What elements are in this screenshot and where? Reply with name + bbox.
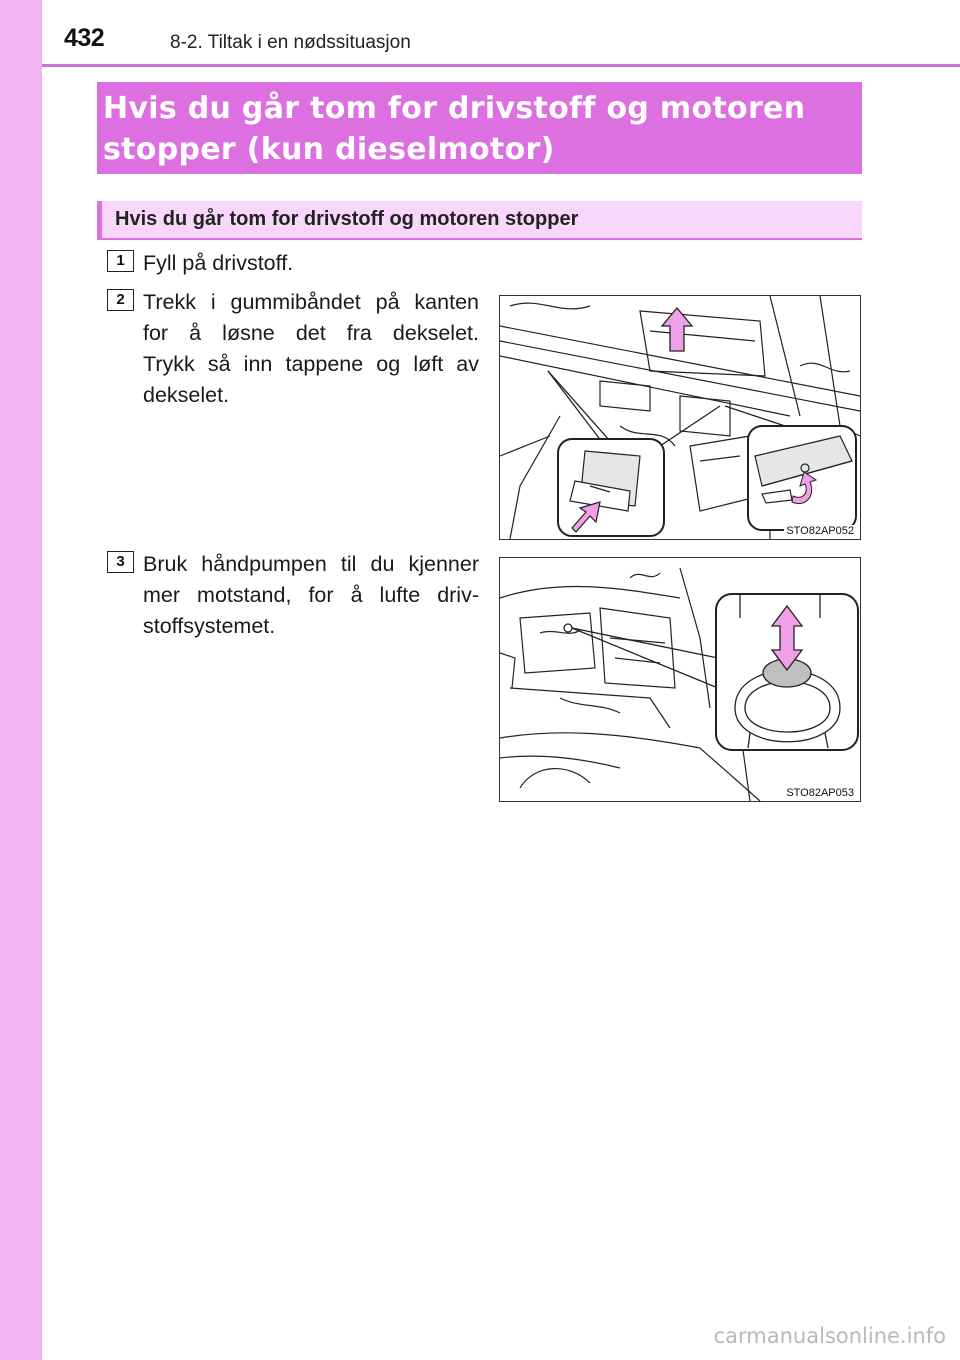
step-2-line: dekselet. bbox=[143, 383, 230, 407]
step-2-line: for å løsne det fra dekselet. bbox=[143, 321, 479, 345]
step-3-line: stoffsystemet. bbox=[143, 614, 276, 638]
step-1-text bbox=[143, 248, 479, 279]
fuel-cover-illustration bbox=[500, 296, 860, 539]
step-3-line: mer motstand, for å lufte driv- bbox=[143, 583, 479, 607]
header-rule bbox=[42, 64, 960, 67]
title-line-1: Hvis du går tom for drivstoff og motoren bbox=[103, 91, 806, 126]
step-2-line: Trykk så inn tappene og løft av bbox=[143, 352, 479, 376]
subtitle-box bbox=[97, 201, 862, 240]
step-3-badge: 3 bbox=[107, 551, 134, 573]
section-label: 8-2. Tiltak i en nødssituasjon bbox=[170, 32, 411, 53]
subtitle-accent-bar bbox=[97, 201, 102, 238]
figure-2-label: STO82AP053 bbox=[786, 787, 854, 799]
title-box bbox=[97, 82, 862, 174]
subtitle-text: Hvis du går tom for drivstoff og motoren stopper bbox=[115, 208, 579, 230]
step-3-text bbox=[143, 549, 479, 642]
title-line-2: stopper (kun dieselmotor) bbox=[103, 132, 555, 167]
step-2-text bbox=[143, 287, 479, 411]
step-1-badge: 1 bbox=[107, 250, 134, 272]
step-2-badge: 2 bbox=[107, 289, 134, 311]
figure-1-label: STO82AP052 bbox=[786, 525, 854, 537]
side-strip bbox=[0, 0, 42, 1360]
step-2-line: Trekk i gummibåndet på kanten bbox=[143, 290, 479, 314]
step-1-line: Fyll på drivstoff. bbox=[143, 251, 294, 275]
hand-pump-illustration bbox=[500, 558, 860, 801]
page-number: 432 bbox=[64, 24, 105, 52]
figure-hand-pump bbox=[499, 557, 861, 802]
figure-fuel-cover bbox=[499, 295, 861, 540]
step-3-line: Bruk håndpumpen til du kjenner bbox=[143, 552, 479, 576]
watermark: carmanualsonline.info bbox=[713, 1324, 946, 1348]
